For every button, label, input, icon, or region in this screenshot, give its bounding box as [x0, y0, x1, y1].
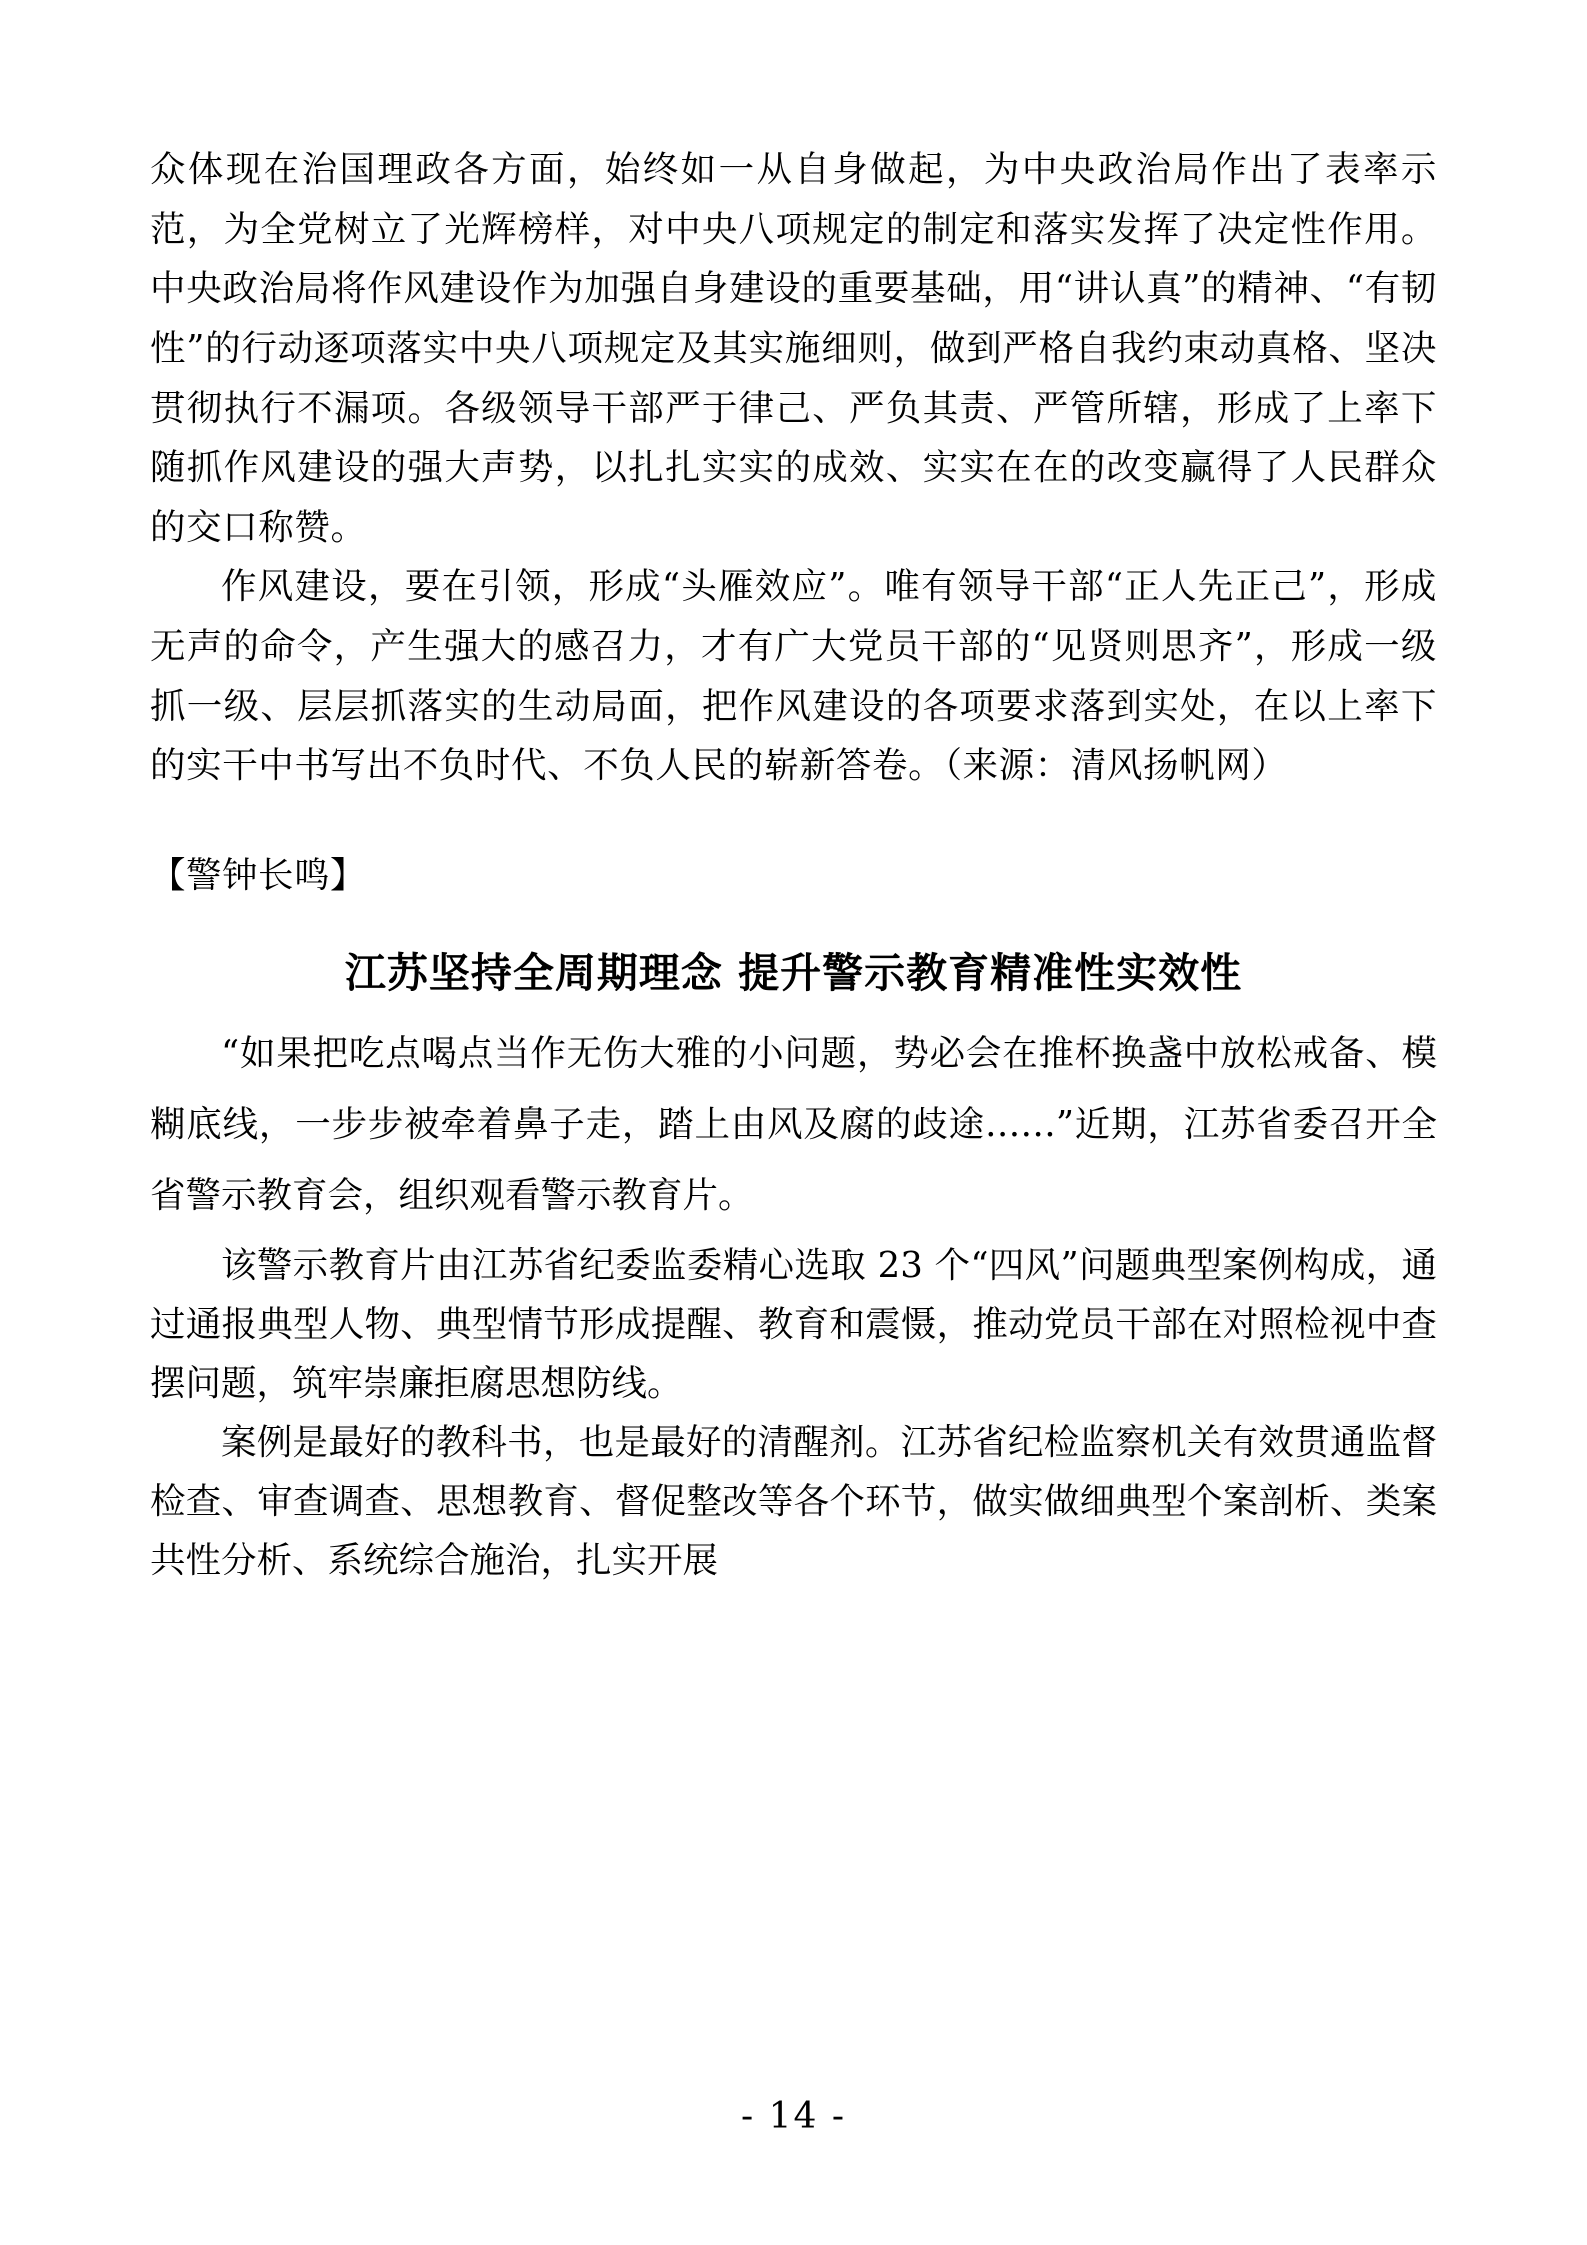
- article-title: 江苏坚持全周期理念 提升警示教育精准性实效性: [344, 948, 1243, 997]
- paragraph-continued: 众体现在治国理政各方面，始终如一从自身做起，为中央政治局作出了表率示范，为全党树立了光辉榜样，对中央八项规定的制定和落实发挥了决定性作用。中央政治局将作风建设作为加强自身建设的重要基础，用“讲认真”的精神、“有韧性”的行动逐项落实中央八项规定及其实施细则，做到严格自我约束动真格、坚决贯彻执行不漏项。各级领导干部严于律己、严负其责、严管所辖，形成了上率下随抓作风建设的强大声势，以扎扎实实的成效、实实在在的改变赢得了人民群众的交口称赞。: [150, 149, 1437, 548]
- article-lead-paragraph: “如果把吃点喝点当作无伤大雅的小问题，势必会在推杯换盏中放松戒备、模糊底线，一步步被牵着鼻子走，踏上由风及腐的歧途……”近期，江苏省委召开全省警示教育会，组织观看警示教育片。: [150, 1033, 1437, 1217]
- paragraph-work-style: 作风建设，要在引领，形成“头雁效应”。唯有领导干部“正人先正己”，形成无声的命令，产生强大的感召力，才有广大党员干部的“见贤则思齐”，形成一级抓一级、层层抓落实的生动局面，把作风建设的各项要求落到实处，在以上率下的实干中书写出不负时代、不负人民的崭新答卷。（来源：清风扬帆网）: [150, 566, 1437, 787]
- page-number: - 14 -: [740, 2096, 847, 2137]
- article-paragraph-1: 该警示教育片由江苏省纪委监委精心选取 23 个“四风”问题典型案例构成，通过通报典型人物、典型情节形成提醒、教育和震慑，推动党员干部在对照检视中查摆问题，筑牢崇廉拒腐思想防线。: [150, 1245, 1437, 1405]
- article-paragraph-2: 案例是最好的教科书，也是最好的清醒剂。江苏省纪检监察机关有效贯通监督检查、审查调查、思想教育、督促整改等各个环节，做实做细典型个案剖析、类案共性分析、系统综合施治，扎实开展: [150, 1421, 1437, 1581]
- continued-body-section: [150, 140, 1437, 796]
- section-heading-tag: 【警钟长鸣】: [150, 854, 367, 896]
